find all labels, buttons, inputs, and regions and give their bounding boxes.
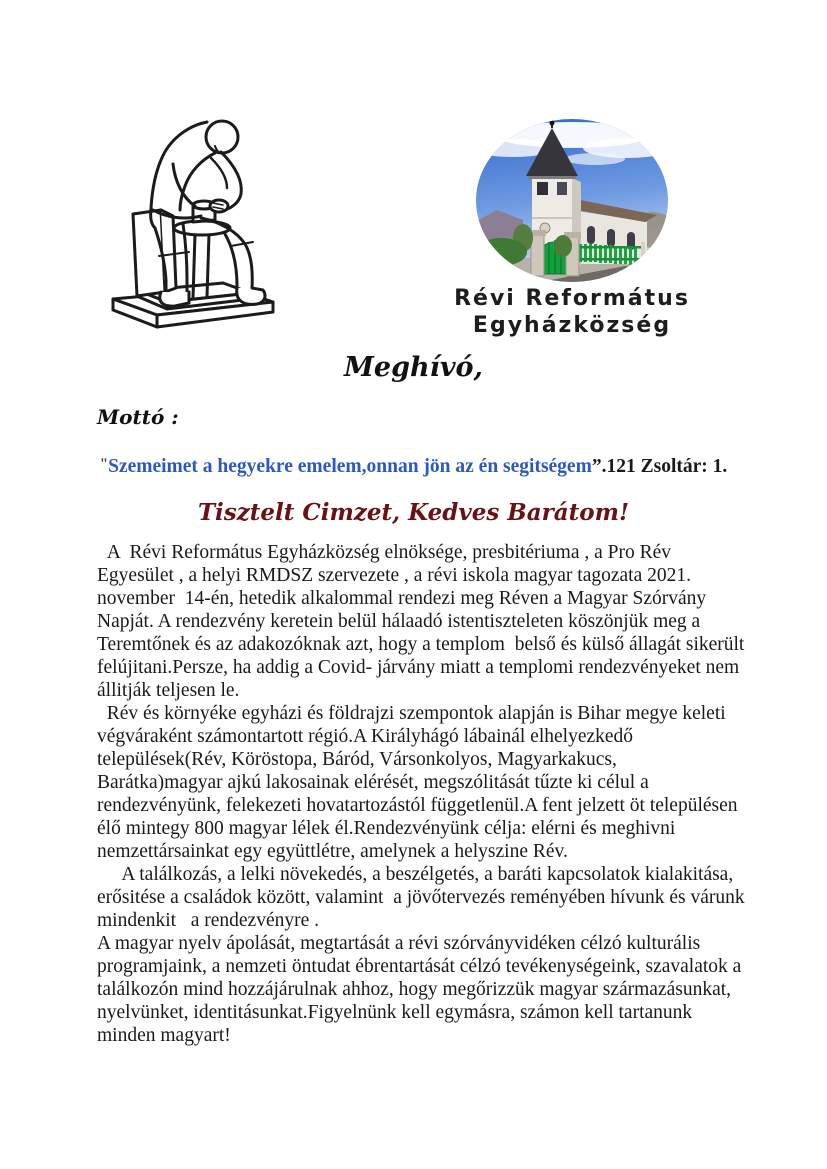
- body-text: [97, 541, 750, 1047]
- church-name-line2: Egyházközség: [472, 313, 672, 338]
- body-paragraph-2: Rév és környéke egyházi és földrajzi szempontok alapján is Bihar megye keleti végváraként számontartott régió.A Királyhágó lábainál elhelyezkedő települések(Rév, Köröstopa, Báród, Vársonkolyos, Magyarkakucs, Barátka)magyar ajkú lakosainak elérését, megszólitását tűzte ki célul a rendezvényünk, felekezeti hovatartozástól függetlenül.A fent jelzett öt településen élő mintegy 800 magyar lélek él.Rendezvényünk célja: elérni és meghivni nemzettársainkat egy együttlétre, amelynek a helyszine Rév.: [97, 703, 743, 862]
- motto-quote-text: Szemeimet a hegyekre emelem,onnan jön az én segitségem: [108, 456, 592, 477]
- psalm-reference: 121 Zsoltár: 1.: [606, 456, 728, 477]
- salutation: Tisztelt Cimzet, Kedves Barátom!: [197, 499, 630, 526]
- motto-close-quote: ”.: [591, 456, 607, 477]
- motto-line: [0, 456, 827, 478]
- motto-label: Mottó :: [97, 405, 179, 429]
- church-photo: [475, 118, 669, 283]
- body-paragraph-4: A magyar nyelv ápolását, megtartását a révi szórványvidéken célzó kulturális programjaink, a nemzeti öntudat ébrentartását célzó tevékenységeink, szavalatok a találkozón mind hozzájárulnak ahhoz, hogy megőrizzük magyar származásunkat, nyelvünket, identitásunkat.Figyelnünk kell egymásra, számon kell tartanunk minden magyart!: [97, 933, 747, 1046]
- doc-title: Meghívó,: [344, 352, 483, 383]
- church-figure: [452, 112, 692, 339]
- body-paragraph-3: A találkozás, a lelki növekedés, a beszélgetés, a baráti kapcsolatok kialakitása, erősitése a családok között, valamint a jövőtervezés reményében hívunk és várunk mindenkit a rendezvényre .: [97, 864, 750, 931]
- motto-open-quote: ": [99, 456, 109, 472]
- sculptor-statue-illustration: [103, 106, 287, 334]
- body-paragraph-1: A Révi Református Egyházközség elnöksége, presbitériuma , a Pro Rév Egyesület , a helyi RMDSZ szervezete , a révi iskola magyar tagozata 2021. november 14-én, hetedik alkalommal rendezi meg Réven a Magyar Szórvány Napját. A rendezvény keretein belül hálaadó istentiszteleten köszönjük meg a Teremtőnek és az adakozóknak azt, hogy a templom belső és külső állagát sikerült felújitani.Persze, ha addig a Covid- járvány miatt a templomi rendezvényeket nem állitják teljesen le.: [97, 542, 750, 701]
- church-name: [452, 285, 692, 339]
- church-name-line1: Révi Református: [454, 286, 690, 311]
